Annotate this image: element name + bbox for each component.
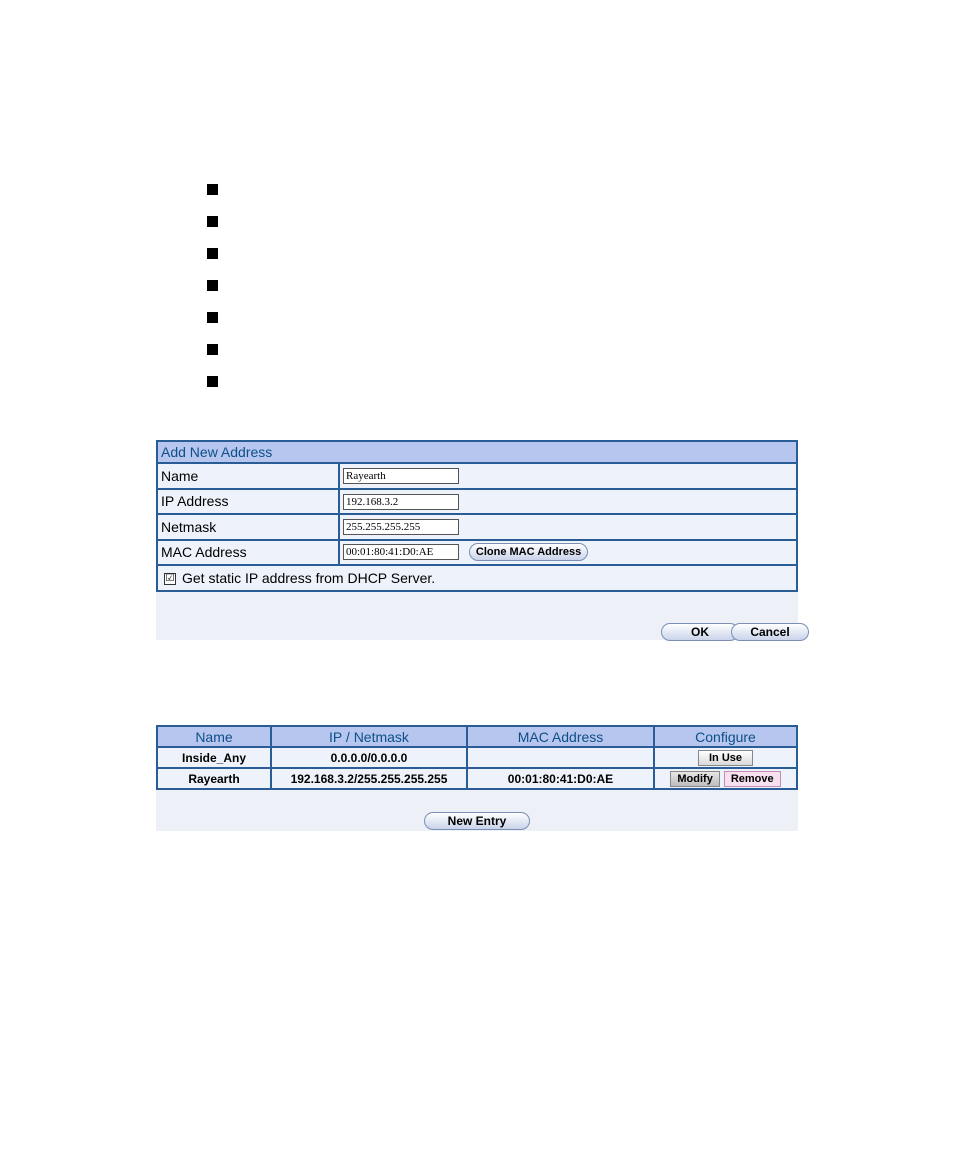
- column-header-ip-netmask: IP / Netmask: [271, 726, 467, 747]
- add-address-panel: [156, 440, 798, 640]
- ok-button[interactable]: OK: [661, 623, 739, 641]
- bullet-marker: [207, 280, 218, 291]
- table-row: [157, 768, 797, 789]
- dhcp-checkbox[interactable]: ☑: [165, 573, 175, 585]
- row-mac: [467, 747, 654, 768]
- row-name: Rayearth: [157, 768, 271, 789]
- modify-button[interactable]: Modify: [670, 771, 719, 787]
- name-label: Name: [157, 463, 339, 489]
- ip-address-label: IP Address: [157, 489, 339, 515]
- bullet-marker: [207, 376, 218, 387]
- remove-button[interactable]: Remove: [724, 771, 781, 787]
- in-use-button[interactable]: In Use: [698, 750, 753, 766]
- netmask-input[interactable]: [343, 519, 459, 535]
- netmask-label: Netmask: [157, 514, 339, 540]
- cancel-button[interactable]: Cancel: [731, 623, 809, 641]
- row-ip: 192.168.3.2/255.255.255.255: [271, 768, 467, 789]
- row-mac: 00:01:80:41:D0:AE: [467, 768, 654, 789]
- column-header-configure: Configure: [654, 726, 797, 747]
- table-row: [157, 747, 797, 768]
- dhcp-label: Get static IP address from DHCP Server.: [182, 569, 436, 586]
- new-entry-button[interactable]: New Entry: [424, 812, 530, 830]
- bullet-marker: [207, 216, 218, 227]
- add-address-form: [156, 440, 798, 592]
- address-list-panel: [156, 725, 798, 831]
- clone-mac-button[interactable]: Clone MAC Address: [469, 543, 588, 561]
- column-header-mac: MAC Address: [467, 726, 654, 747]
- bullet-marker: [207, 344, 218, 355]
- bullet-marker: [207, 312, 218, 323]
- bullet-list: [207, 184, 218, 408]
- row-ip: 0.0.0.0/0.0.0.0: [271, 747, 467, 768]
- form-title: Add New Address: [157, 441, 797, 463]
- address-table: [156, 725, 798, 790]
- bullet-marker: [207, 248, 218, 259]
- column-header-name: Name: [157, 726, 271, 747]
- ip-address-input[interactable]: [343, 494, 459, 510]
- row-name: Inside_Any: [157, 747, 271, 768]
- name-input[interactable]: [343, 468, 459, 484]
- bullet-marker: [207, 184, 218, 195]
- mac-address-input[interactable]: [343, 544, 459, 560]
- mac-address-label: MAC Address: [157, 540, 339, 566]
